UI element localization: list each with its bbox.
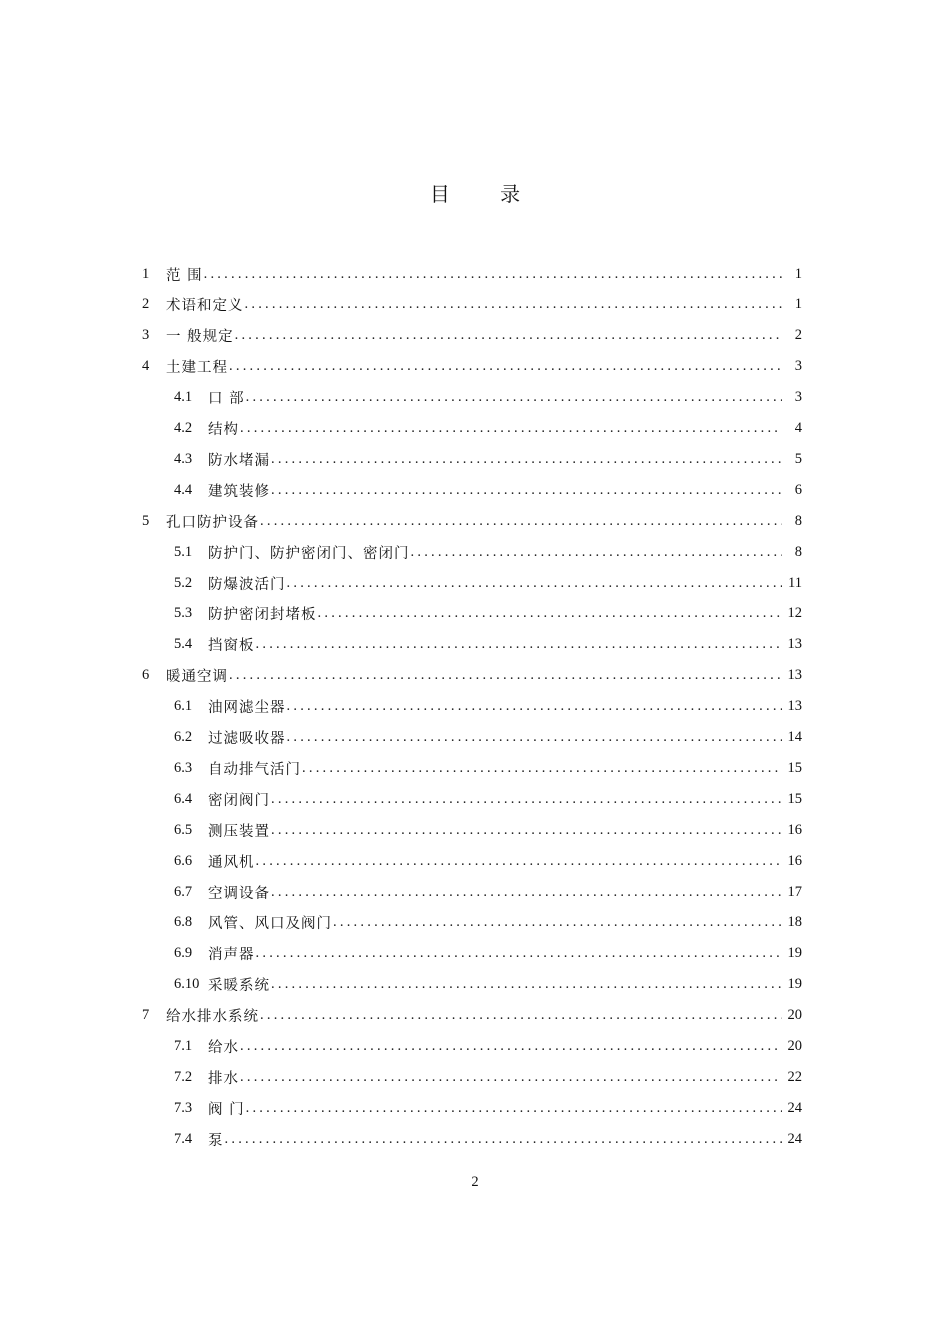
toc-entry-number: 6.6: [174, 852, 193, 869]
toc-entry-page-number: 24: [787, 1099, 802, 1116]
toc-entry-number: 4.1: [174, 389, 193, 406]
toc-entry-number: 5.1: [174, 543, 193, 560]
toc-entry[interactable]: [142, 324, 802, 348]
toc-dot-leader: [260, 513, 782, 530]
toc-entry[interactable]: [174, 756, 802, 780]
toc-entry-label: 范 围: [166, 267, 203, 284]
toc-entry-page-number: 20: [787, 1038, 802, 1054]
toc-entry-page-number: 13: [787, 698, 802, 715]
toc-entry-number: 7.3: [174, 1099, 193, 1116]
toc-entry-page-number: 1: [794, 265, 802, 282]
toc-entry[interactable]: [142, 355, 802, 379]
toc-entry-label: 一 般规定: [166, 329, 234, 346]
toc-entry-label: 油网滤尘器: [208, 700, 286, 717]
toc-entry-page-number: 22: [787, 1068, 802, 1085]
toc-entry-page-number: 15: [787, 759, 802, 776]
toc-entry-number: 6.9: [174, 945, 193, 962]
toc-entry-page-number: 19: [787, 945, 802, 962]
toc-entry-label: 泵: [208, 1132, 224, 1149]
toc-dot-leader: [271, 451, 782, 468]
toc-entry-number: 5.2: [174, 574, 193, 591]
toc-dot-leader: [240, 1038, 782, 1055]
toc-entry-label: 结构: [208, 422, 239, 438]
toc-entry-page-number: 18: [787, 914, 802, 931]
toc-entry-number: 6.10: [174, 976, 200, 993]
toc-entry-number: 7.4: [174, 1130, 193, 1147]
toc-entry[interactable]: [174, 1127, 802, 1151]
toc-entry-page-number: 20: [787, 1007, 802, 1024]
toc-dot-leader: [256, 636, 783, 653]
toc-entry-page-number: 8: [794, 543, 802, 560]
toc-entry-number: 1: [142, 265, 150, 282]
toc-entry-label: 术语和定义: [166, 298, 244, 315]
toc-entry[interactable]: [142, 664, 802, 688]
toc-entry[interactable]: [174, 911, 802, 935]
toc-entry-page-number: 19: [787, 976, 802, 993]
toc-entry-number: 6.8: [174, 914, 193, 931]
toc-dot-leader: [256, 853, 783, 870]
toc-entry[interactable]: [174, 540, 802, 564]
toc-entry-number: 4: [142, 358, 150, 375]
toc-entry-page-number: 5: [794, 450, 802, 467]
toc-entry-page-number: 16: [787, 852, 802, 869]
toc-entry-number: 6.1: [174, 698, 193, 715]
toc-entry[interactable]: [142, 262, 802, 286]
toc-entry-label: 消声器: [208, 947, 255, 964]
toc-entry[interactable]: [174, 787, 802, 811]
toc-entry-page-number: 16: [787, 821, 802, 838]
toc-entry-label: 过滤吸收器: [208, 731, 286, 747]
toc-entry-number: 6: [142, 667, 150, 684]
toc-entry-label: 土建工程: [166, 360, 228, 377]
toc-dot-leader: [260, 1007, 782, 1024]
toc-entry[interactable]: [174, 880, 802, 904]
toc-entry-number: 5.3: [174, 605, 193, 622]
toc-entry[interactable]: [142, 509, 802, 533]
toc-entry-page-number: 15: [787, 790, 802, 807]
toc-entry-label: 通风机: [208, 854, 255, 871]
toc-entry-page-number: 3: [794, 389, 802, 406]
toc-entry-label: 孔口防护设备: [166, 514, 259, 531]
toc-entry-label: 测压装置: [208, 823, 270, 840]
toc-entry[interactable]: [174, 633, 802, 657]
toc-dot-leader: [333, 914, 782, 931]
toc-entry[interactable]: [174, 447, 802, 471]
toc-entry-label: 口 部: [208, 391, 245, 408]
toc-dot-leader: [240, 1069, 782, 1086]
toc-entry-label: 给水排水系统: [166, 1009, 259, 1026]
toc-entry-label: 排水: [208, 1070, 239, 1087]
toc-dot-leader: [229, 358, 782, 375]
toc-dot-leader: [271, 482, 782, 499]
toc-entry[interactable]: [174, 942, 802, 966]
toc-entry-number: 6.5: [174, 821, 193, 838]
toc-dot-leader: [287, 575, 783, 592]
toc-dot-leader: [271, 884, 782, 901]
toc-entry-label: 给水: [208, 1040, 239, 1056]
toc-entry[interactable]: [142, 1004, 802, 1028]
toc-dot-leader: [271, 822, 782, 839]
toc-entry-label: 空调设备: [208, 885, 270, 902]
toc-dot-leader: [204, 266, 782, 283]
toc-entry-page-number: 1: [794, 296, 802, 313]
toc-dot-leader: [256, 945, 783, 962]
toc-entry-number: 7.1: [174, 1038, 193, 1054]
toc-entry-page-number: 8: [794, 512, 802, 529]
toc-entry[interactable]: [174, 1096, 802, 1120]
toc-entry[interactable]: [174, 726, 802, 750]
toc-dot-leader: [245, 296, 783, 313]
toc-dot-leader: [235, 327, 782, 344]
toc-entry-page-number: 14: [787, 729, 802, 745]
toc-dot-leader: [229, 667, 782, 684]
toc-entry-page-number: 13: [787, 636, 802, 653]
toc-entry-number: 7: [142, 1007, 150, 1024]
toc-entry-label: 防护密闭封堵板: [208, 607, 317, 624]
toc-entry-label: 密闭阀门: [208, 792, 270, 809]
toc-entry-number: 6.4: [174, 790, 193, 807]
toc-entry-page-number: 2: [794, 327, 802, 344]
toc-entry-page-number: 12: [787, 605, 802, 622]
toc-dot-leader: [318, 605, 783, 622]
toc-entry-label: 自动排气活门: [208, 761, 301, 778]
toc-entry[interactable]: [174, 386, 802, 410]
footer-page-number: 2: [471, 1174, 479, 1190]
toc-entry-label: 采暖系统: [208, 978, 270, 995]
toc-entry-number: 4.2: [174, 420, 193, 436]
page-title: 目 录: [429, 182, 543, 206]
toc-dot-leader: [225, 1131, 783, 1148]
toc-dot-leader: [411, 544, 783, 561]
toc-entry-page-number: 24: [787, 1130, 802, 1147]
toc-dot-leader: [302, 760, 782, 777]
toc-entry-label: 暖通空调: [166, 669, 228, 686]
toc-entry-number: 5: [142, 512, 150, 529]
toc-dot-leader: [271, 791, 782, 808]
toc-entry-number: 4.4: [174, 481, 193, 498]
toc-entry-label: 风管、风口及阀门: [208, 916, 332, 933]
toc-entry-label: 防水堵漏: [208, 452, 270, 469]
toc-entry-number: 4.3: [174, 450, 193, 467]
toc-entry[interactable]: [174, 417, 802, 441]
toc-dot-leader: [246, 389, 782, 406]
toc-dot-leader: [287, 698, 783, 715]
toc-entry-number: 5.4: [174, 636, 193, 653]
toc-entry-page-number: 11: [788, 574, 802, 591]
toc-dot-leader: [240, 420, 782, 437]
toc-entry-label: 防护门、防护密闭门、密闭门: [208, 545, 410, 562]
toc-entry[interactable]: [174, 1035, 802, 1059]
toc-entry-number: 6.7: [174, 883, 193, 900]
toc-entry[interactable]: [174, 478, 802, 502]
toc-entry-number: 6.2: [174, 729, 193, 745]
toc-entry-page-number: 4: [794, 420, 802, 436]
toc-entry-page-number: 3: [794, 358, 802, 375]
toc-entry[interactable]: [174, 973, 802, 997]
toc-entry-label: 防爆波活门: [208, 576, 286, 593]
toc-entry[interactable]: [174, 1065, 802, 1089]
toc-entry[interactable]: [174, 602, 802, 626]
toc-entry[interactable]: [142, 293, 802, 317]
toc-entry-number: 6.3: [174, 759, 193, 776]
toc-entry[interactable]: [174, 695, 802, 719]
toc-entry-page-number: 13: [787, 667, 802, 684]
toc-entry[interactable]: [174, 571, 802, 595]
toc-entry-page-number: 6: [794, 481, 802, 498]
toc-entry-number: 2: [142, 296, 150, 313]
toc-entry[interactable]: [174, 849, 802, 873]
toc-entry-page-number: 17: [787, 883, 802, 900]
toc-dot-leader: [246, 1100, 782, 1117]
toc-dot-leader: [271, 976, 782, 993]
toc-entry-label: 挡窗板: [208, 638, 255, 655]
toc-entry-label: 建筑装修: [208, 483, 270, 500]
toc-entry-number: 3: [142, 327, 150, 344]
toc-entry-label: 阀 门: [208, 1101, 245, 1118]
toc-dot-leader: [287, 729, 783, 746]
toc-entry-number: 7.2: [174, 1068, 193, 1085]
toc-entry[interactable]: [174, 818, 802, 842]
